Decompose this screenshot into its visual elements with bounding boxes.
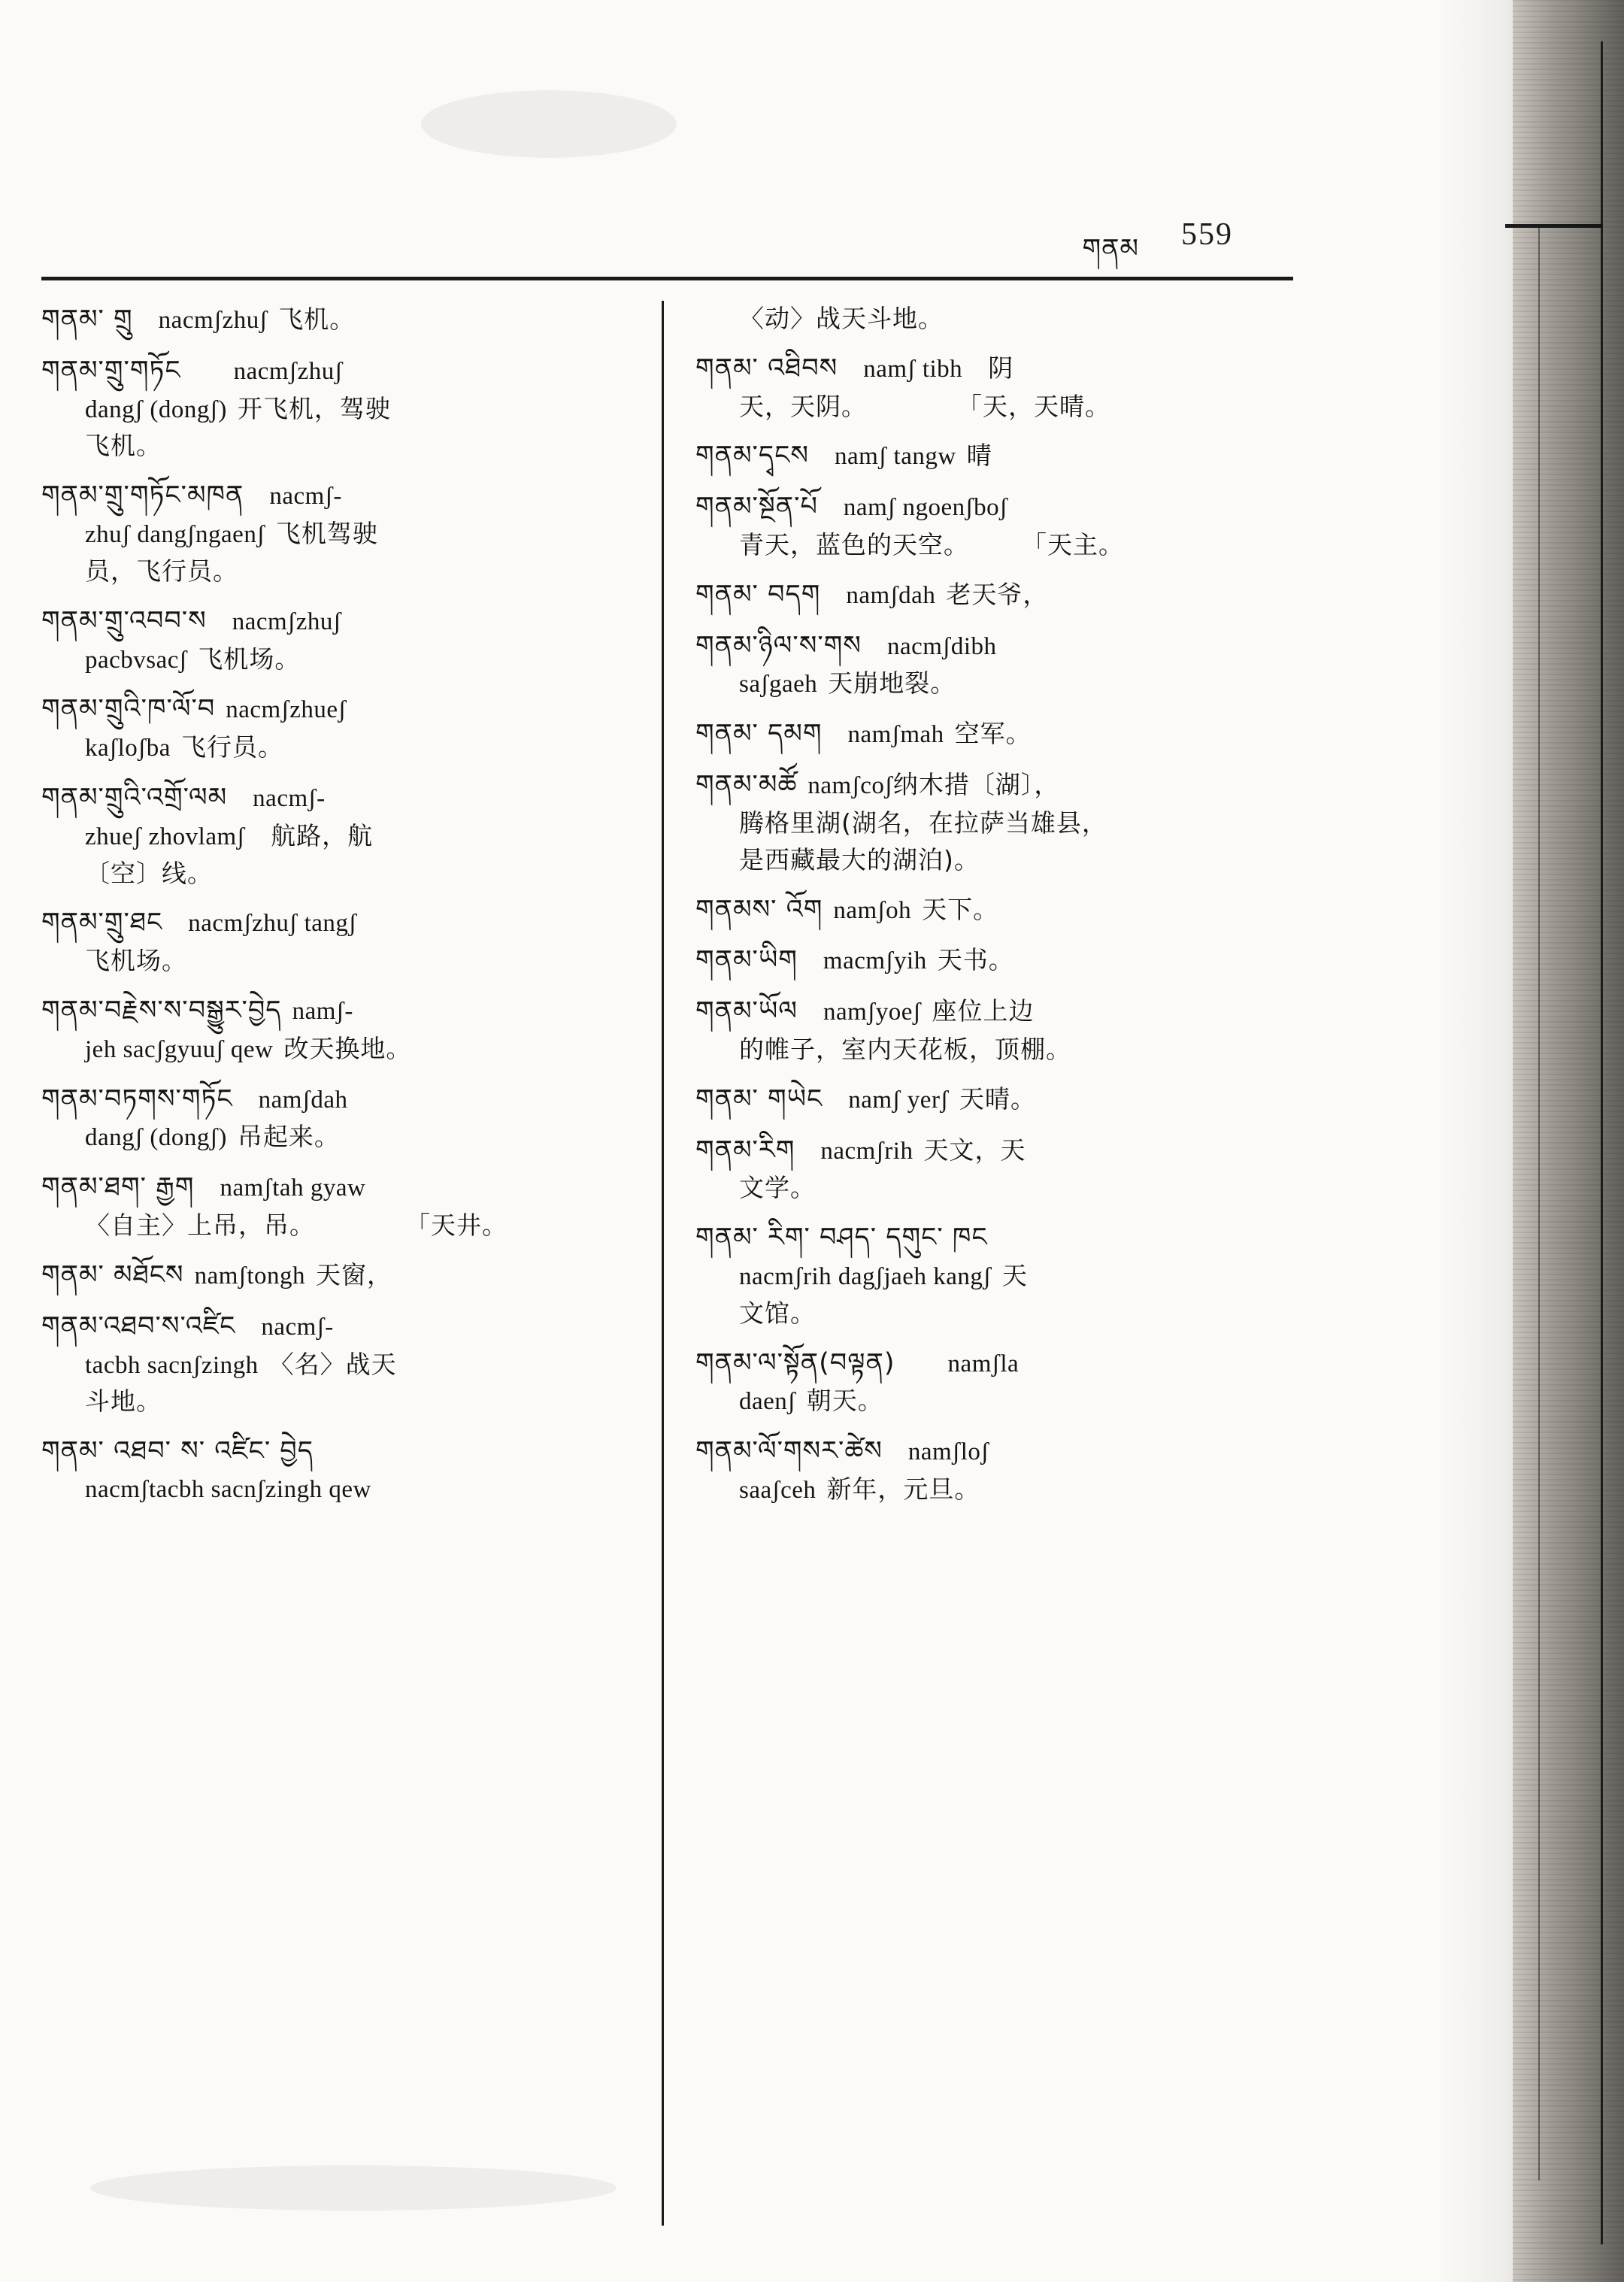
headword-tibetan: གནམ་ མཐོངས [41,1259,184,1290]
transliteration: namʃoh [833,896,912,924]
dictionary-entry [695,941,1297,980]
dictionary-columns [41,301,1304,1521]
dictionary-entry [41,1256,643,1296]
definition-chinese: 飞机场。 [85,946,187,976]
headword-tibetan: གནམ་བརྗེས་ས་བསྒྱུར་བྱེད [41,996,282,1026]
dictionary-entry [695,488,1297,564]
transliteration: namʃdah [258,1086,348,1114]
dictionary-entry [41,779,643,892]
right-column [695,301,1297,1521]
transliteration: nacmʃrih dagʃjaeh kangʃ [739,1262,992,1290]
definition-chinese: 天晴。 [959,1083,1036,1114]
running-head-tibetan: གནམ [1082,234,1139,264]
transliteration: nacmʃzhuʃ [158,307,268,334]
dictionary-entry [41,352,643,465]
transliteration: namʃmah [847,721,944,749]
transliteration: daenʃ [739,1388,796,1416]
transliteration: nacmʃzhuʃ [233,357,344,385]
headword-tibetan: གནམ་མཚོ [695,770,798,801]
definition-chinese: 天文，天 [923,1135,1026,1165]
transliteration: namʃla [947,1350,1020,1377]
headword-tibetan: གནམ་ཡོལ [695,996,798,1027]
definition-chinese: 斗地。 [85,1386,162,1417]
headword-tibetan: གནམ་ གཡེང [695,1083,823,1114]
transliteration: nacmʃ- [269,483,342,511]
dictionary-entry [41,301,643,340]
transliteration: saaʃceh [739,1477,817,1505]
transliteration: nacmʃ- [253,784,326,812]
binding-inner-line [1538,226,1540,2180]
headword-tibetan: གནམ་ བདག [695,579,821,610]
transliteration: dangʃ (dongʃ) [85,1124,227,1152]
transliteration: namʃ tangw [835,443,956,471]
headword-tibetan: གནམ་ཉིལ་ས་གས [695,630,862,661]
definition-chinese: 纳木措〔湖〕， [892,770,1060,800]
headword-tibetan: གནམ་བཏགས་གཏོང [41,1083,233,1114]
headword-tibetan: གནམ་ རིག་ བཤད་ དགུང་ ཁང [695,1223,988,1253]
transliteration: namʃdah [846,581,936,609]
dictionary-entry [41,1432,643,1508]
definition-chinese: 员，飞行员。 [85,556,238,586]
headword-tibetan: གནམ་ འཐབ་ ས་ འཛིང་ བྱེད [41,1436,314,1467]
definition-chinese: 天下。 [922,894,999,924]
headword-tibetan: གནམ་གྲུའི་འགྲོ་ལམ [41,782,228,813]
dictionary-entry [41,904,643,980]
transliteration: namʃcoʃ [807,772,893,800]
transliteration: tacbh sacnʃzingh [85,1351,259,1379]
definition-chinese: 空军。 [954,719,1032,749]
dictionary-entry [41,477,643,589]
headword-tibetan: གནམ་དྭངས [695,441,809,471]
page-number: 559 [1181,217,1233,252]
definition-chinese: 天，天阴。 [739,391,867,421]
binding-tick-mark [1505,224,1603,228]
definition-chinese: 〔空〕线。 [85,858,213,888]
dictionary-entry [41,992,643,1068]
transliteration: nacmʃzhuʃ [232,608,342,635]
transliteration: macmʃyih [823,947,927,975]
headword-tibetan: གནམ་གྲུ་གཏོང་མཁན [41,480,244,511]
dictionary-entry [695,1132,1297,1208]
transliteration: nacmʃdibh [886,632,997,660]
headword-tibetan: གནམ་ལོ་གསར་ཚེས [695,1436,883,1467]
definition-chinese: 老天爷， [946,579,1049,609]
transliteration: nacmʃtacbh sacnʃzingh qew [85,1475,371,1503]
dictionary-entry [695,766,1297,878]
headword-tibetan: གནམ་ འཐིབས [695,353,838,383]
dictionary-entry [695,301,1297,338]
headword-tibetan: གནམ་འཐབ་ས་འཛིང [41,1311,236,1341]
binding-edge-line [1601,41,1603,2244]
headword-tibetan: གནམ་གྲུའི་ཁ་ལོ་བ [41,694,216,725]
dictionary-entry [41,602,643,679]
headword-tibetan: གནམ་སྔོན་པོ [695,492,818,523]
transliteration: zhueʃ zhoᴠlamʃ [85,823,246,850]
definition-chinese: 改天换地。 [283,1033,412,1063]
dictionary-entry [41,690,643,767]
headword-tibetan: གནམ་ དམག [695,719,823,750]
definition-chinese: 开飞机，驾驶 [237,393,391,423]
dictionary-entry [695,437,1297,476]
dictionary-entry [695,576,1297,615]
dictionary-entry [695,1080,1297,1120]
header-rule [41,277,1293,280]
headword-tibetan: གནམ་གྲུ་འབབ་ས [41,605,207,636]
transliteration: namʃ tibh [863,355,963,383]
dictionary-entry [695,1219,1297,1332]
definition-chinese: 飞机。 [85,431,162,461]
transliteration: namʃtongh [194,1262,306,1289]
cross-reference-chinese: 「天，天晴。 [957,391,1110,421]
definition-chinese: 〈动〉战天斗地。 [739,304,944,333]
transliteration: zhuʃ dangʃngaenʃ [85,521,265,549]
definition-chinese: 飞机场。 [198,644,301,674]
definition-chinese: 〈名〉战天 [268,1349,397,1379]
definition-chinese: 飞机。 [278,305,356,334]
headword-tibetan: གནམ་ གྲུ [41,305,133,335]
transliteration: pacbᴠsacʃ [85,646,188,674]
definition-chinese: 是西藏最大的湖泊)。 [739,844,980,874]
headword-tibetan: གནམས་ འོག [695,894,823,925]
definition-chinese: 航路，航 [271,820,374,850]
definition-chinese: 吊起来。 [237,1122,340,1152]
transliteration: nacmʃrih [820,1137,914,1165]
transliteration: namʃtah gyaw [220,1174,366,1202]
definition-chinese: 青天，蓝色的天空。 [739,530,969,560]
dictionary-entry [695,1432,1297,1509]
cross-reference-chinese: 「天井。 [405,1211,508,1241]
page-header [45,217,1308,271]
headword-tibetan: གནམ་ཐག་ རྒྱག [41,1172,195,1203]
transliteration: namʃ yerʃ [848,1086,949,1114]
definition-chinese: 文馆。 [739,1298,816,1328]
definition-chinese: 〈自主〉上吊，吊。 [85,1211,315,1241]
definition-chinese: 阴 [988,353,1014,383]
transliteration: jeh sacʃgyuuʃ qew [85,1035,274,1063]
dictionary-entry [41,1080,643,1157]
transliteration: dangʃ (dongʃ) [85,395,227,423]
book-binding-shadow [1513,0,1624,2282]
definition-chinese: 天崩地裂。 [828,668,956,699]
definition-chinese: 腾格里湖(湖名，在拉萨当雄县， [739,808,1107,838]
headword-tibetan: གནམ་ཡིག [695,945,798,976]
definition-chinese: 的帷子，室内天花板，顶棚。 [739,1034,1071,1064]
transliteration: nacmʃzhuʃ tangʃ [188,910,357,938]
definition-chinese: 座位上边 [932,996,1035,1026]
dictionary-entry [41,1168,643,1244]
transliteration: nacmʃzhueʃ [226,696,347,724]
dictionary-entry [695,627,1297,704]
dictionary-entry [695,993,1297,1068]
headword-tibetan: གནམ་ལ་སྟོན(བལྟན) [695,1347,895,1378]
transliteration: saʃgaeh [739,671,818,699]
dictionary-entry [695,715,1297,754]
transliteration: namʃloʃ [907,1438,989,1466]
headword-tibetan: གནམ་གྲུ་ཐང [41,908,163,938]
dictionary-entry [695,891,1297,930]
transliteration: nacmʃ- [261,1313,334,1341]
transliteration: namʃ- [292,998,353,1026]
left-column [41,301,643,1521]
headword-tibetan: གནམ་གྲུ་གཏོང [41,355,181,386]
definition-chinese: 天 [1001,1260,1028,1290]
dictionary-entry [41,1308,643,1420]
definition-chinese: 飞机驾驶 [275,519,378,549]
transliteration: namʃyoeʃ [823,999,922,1026]
transliteration: namʃ ngoenʃboʃ [843,494,1008,522]
definition-chinese: 天书。 [937,945,1014,975]
definition-chinese: 天窗， [316,1259,393,1289]
dictionary-entry [695,1344,1297,1421]
definition-chinese: 文学。 [739,1173,816,1203]
cross-reference-chinese: 「天主。 [1022,530,1124,560]
definition-chinese: 新年，元旦。 [826,1474,980,1505]
headword-tibetan: གནམ་རིག [695,1135,795,1165]
definition-chinese: 飞行员。 [180,732,283,762]
transliteration: kaʃloʃba [85,735,171,762]
definition-chinese: 晴 [966,441,992,471]
definition-chinese: 朝天。 [806,1386,883,1416]
dictionary-entry [695,350,1297,426]
